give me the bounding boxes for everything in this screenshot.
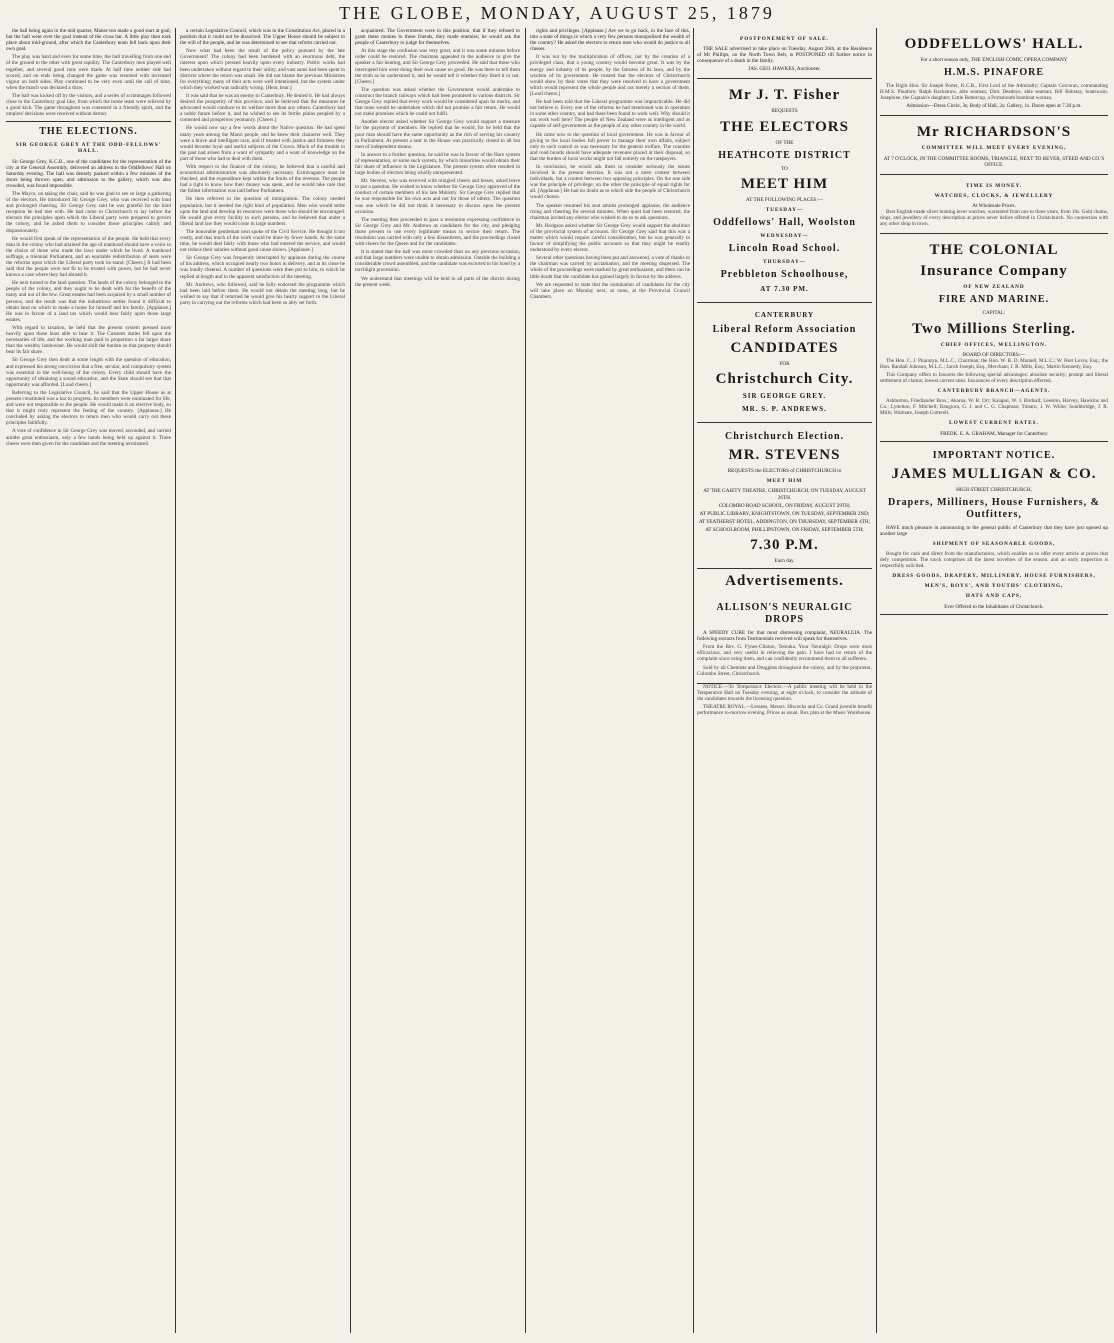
stevens-venue: AT SCHOOLROOM, PHILLIPSTOWN, ON FRIDAY, SEPTEMBER 5TH; [705,526,864,533]
article-body: Mr. Hodgson asked whether Sir George Grey would support the abolition of the provincial system of accounts. Sir George Grey said that this was a matter which would require careful consideration, but he was generally in favour of simplifying the public accounts so that they might be readily understood by every elector. [530,222,690,254]
mulligan-advertisement [880,442,1108,615]
meeting-day: WEDNESDAY— [760,232,809,239]
column-rule [175,28,176,1333]
article-body: He had been told that the Liberal programme was impracticable. He did not believe it. Every one of the reforms he had mentioned was in operation in some other country, and had there been found to work well. Why should it not work well here? The people of New Zealand were as intelligent and as capable of self-government as the people of any other country in the world. [530,99,690,130]
article-body: He next turned to the land question. The lands of the colony belonged to the people of the colony, and they ought to be dealt with for the benefit of the many and not of the few. Great estates had been acquired by a small number of persons, and the result was that the industrious settler found it difficult to obtain land on which to make a home for himself and his family. [Applause.] He was in favour of a land tax which would bear fairly upon those large estates. [6,280,171,323]
pinafore-prices: Admission—Dress Circle, 3s; Body of Hall, 2s; Gallery, 1s. Doors open at 7.30 p.m. [906,103,1082,110]
article-body: He then referred to the question of immigration. The colony needed population, but it needed the right kind of population. Men who would settle upon the land and develop its resources were those who should be encouraged. He would give every facility to such persons, and he believed that under a liberal land law they would come in large numbers. [180,196,345,227]
article-body: With respect to the finance of the colony, he believed that a careful and economical administration was absolutely necessary. Extravagance must be checked, and the expenditure kept within the limits of the revenue. The people had a right to know how their money was spent, and he would take care that the fullest information was laid before Parliament. [180,163,345,195]
insurance-text: This Company offers to Insurers the following special advantages: absolute security; prompt and liberal settlement of claims; lowest current rates. Insurances of every description effected. [880,371,1108,384]
article-body: acquainted. The Government were in this position, that if they refused to grant these monies to these friends, they made enemies; he would ask the people of Canterbury to judge for themselves. [355,28,520,47]
mulligan-body: Bought for cash and direct from the manufacturers, which enables us to offer every article at prices that defy competition. The stock comprises all the latest novelties of the season, and an early inspection is respectfully solicited. [880,551,1108,570]
district-name: HEATHCOTE DISTRICT [718,149,851,161]
notice-heading: POSTPONEMENT OF SALE. [740,36,829,42]
section-heading-elections: THE ELECTIONS. [39,126,138,138]
candidate-name: Mr J. T. Fisher [728,87,841,104]
article-body: Mr. Andrews, who followed, said he fully endorsed the programme which had been laid before them. He would not detain the meeting long, but he wished to say that if returned he would give his hearty support to the Liberal party in carrying out the reforms which had been so ably set forth. [180,281,345,306]
branch-agents-heading: CANTERBURY BRANCH—AGENTS. [937,388,1051,395]
article-body: In answer to a further question, he said he was in favour of the Hare system of representation, or some such system, by which minorities would obtain their fair share of influence in the Legislature. The present system often resulted in large bodies of electors being wholly unrepresented. [355,151,520,177]
oddfellows-advertisement [880,28,1108,116]
article-body: He came now to the question of local government. He was in favour of giving to the local bodies full power to manage their own affairs, subject only to such control as was necessary for the general welfare. The counties and road boards should have adequate revenues placed at their disposal, so that the burden of local works might not fall entirely on the ratepayers. [530,131,690,162]
stevens-venue: COLOMBO ROAD SCHOOL, ON FRIDAY, AUGUST 29TH; [718,502,851,509]
testimonial-text: Sold by all Chemists and Druggists throughout the colony, and by the proprietor, Colombo Street, Christchurch. [697,664,872,677]
important-notice-heading: IMPORTANT NOTICE. [932,449,1056,461]
article-body: Several other questions having been put and answered, a vote of thanks to the chairman was carried by acclamation, and the meeting dispersed. The whole of the proceedings were marked by great enthusiasm, and there can be little doubt that the candidate has gained largely in favour by the address. [530,255,690,280]
stevens-meet: MEET HIM [766,478,803,485]
wholesale-label: At Wholesale Prices. [972,202,1016,209]
article-subheading: SIR GEORGE GREY AT THE ODD-FELLOWS' HALL. [15,142,162,155]
article-body: The speaker resumed his seat amidst prolonged applause, the audience rising and cheering for several minutes. When quiet had been restored, the chairman invited any elector who wished to do so to ask questions. [530,202,690,221]
for-label: FOR [779,361,790,368]
column-4 [530,28,690,1333]
article-body: He would now say a few words about the Native question. He had spent many years among the Maori people, and he knew their character well. They were a brave and intelligent race, and if treated with justice and firmness they would become loyal and useful subjects of the Crown. Much of the trouble in the past had arisen from a want of sympathy and a want of knowledge on the part of those who had to deal with them. [180,125,345,162]
of-nz-label: OF NEW ZEALAND [963,284,1025,291]
article-body: Sir George Grey was frequently interrupted by applause during the course of his address, which occupied nearly two hours in delivery, and at its close he was loudly cheered. A number of questions were then put to him, to which he replied at length and to the apparent satisfaction of the meeting. [180,255,345,280]
lowest-rates-label: LOWEST CURRENT RATES. [949,420,1039,427]
goods-heading: DRESS GOODS, DRAPERY, MILLINERY, HOUSE FURNISHERS, [892,573,1096,580]
board-label: BOARD OF DIRECTORS:— [962,351,1026,358]
mulligan-heading: JAMES MULLIGAN & CO. [891,465,1097,482]
drapers-heading: Drapers, Milliners, House Furnishers, & Outfitters, [887,496,1101,520]
oddfellows-heading: ODDFELLOWS' HALL. [904,36,1084,52]
election-article-lead: Sir George Grey, K.C.B., one of the candidates for the representation of the city at the General Assembly, delivered an address in the Oddfellows' Hall on Saturday evening. The hall was densely packed within a few minutes of the doors being thrown open, and admission to the gallery, which was also crowded, was found impossible. [6,158,171,189]
watches-text: Best English-made silver hunting lever watches, warranted from one to three years, from 10s. Gold chains, rings, and jewellery of every description at prices never before offered in Christchurch. No connection with any other shop in town. [880,209,1108,228]
column-rule [525,28,526,1333]
article-body: At this stage the confusion was very great, and it was some minutes before order could be restored. The chairman appealed to the audience to give the speaker a fair hearing, and Sir George Grey proceeded. He said that those who interrupted him were doing their own cause no good. He was there to tell them the truth as he understood it, and he would tell it whether they liked it or not. [Cheers.] [355,48,520,85]
football-report: the ball being again in the mid quarter, Manor-ton made a good start at goal, but the ball went over the goal instead of the cross bar. A little play then took place about mid-ground, after which the Canterbury team fell back upon their own goal. [6,28,171,53]
article-body: Another elector asked whether Sir George Grey would support a measure for the payment of members. He replied that he would, for he held that the poor man should have the same opportunity as the rich of serving his country in Parliament. At present a seat in the House was practically closed to all but men of independent means. [355,119,520,150]
column-rule [693,28,694,1333]
column-1 [6,28,171,1333]
of-the-label: OF THE [775,139,794,146]
offered-label: Ever Offered to the Inhabitants of Christchurch. [944,603,1044,610]
article-body: The Mayor, on taking the chair, said he was glad to see so large a gathering of the electors. He introduced Sir George Grey, who was received with loud and prolonged cheering. Sir George Grey said he was grateful for the kind reception he had met with. He had come to Christchurch to lay before the electors the principles upon which the Liberal party were prepared to govern the colony, and he asked them to consider those principles calmly and dispassionately. [6,190,171,234]
postponement-notice [697,28,872,79]
richardson-heading: Mr RICHARDSON'S [916,124,1072,141]
allison-heading: ALLISON'S NEURALGIC DROPS [716,602,853,626]
committee-sub: AT 7 O'CLOCK, IN THE COMMITTEE ROOMS, TRIANGLE, NEXT TO BEYER, STEED AND CO.'S OFFICE. [883,155,1105,168]
meeting-time: AT 7.30 PM. [760,285,809,294]
following-label: AT THE FOLLOWING PLACES:— [746,196,823,203]
stevens-venue: AT THE GAIETY THEATRE, CHRISTCHURCH, ON TUESDAY, AUGUST 26TH. [703,488,866,501]
association-city: CANTERBURY [754,311,815,320]
article-body: The meeting then proceeded to pass a resolution expressing confidence in Sir George Grey and Mr. Andrews as candidates for the city, and pledging those present to use every legitimate means to secure their return. The resolution was carried with only a few dissentients, and the proceedings closed with cheers for the Queen and for the candidates. [355,216,520,248]
divider [6,121,171,122]
stevens-advertisement [697,423,872,569]
election-heading: Christchurch Election. [724,431,845,443]
meet-him-heading: MEET HIM [740,175,829,192]
candidates-heading: CANDIDATES [730,340,839,357]
chief-offices-label: CHIEF OFFICES, WELLINGTON. [940,341,1048,348]
article-body: We are requested to state that the nomination of candidates for the city will take place on Monday next, at noon, at the Provincial Council Chambers. [530,281,690,300]
article-body: He would first speak of the representation of the people. He held that every man in the colony who had attained the age of manhood should have a voice in the choice of those who made the laws under which he lived. A manhood suffrage, a triennial Parliament, and an equitable redistribution of seats were the reforms upon which the Liberal party took its stand. [Cheers.] It had been said that the people were not fit to be trusted with power, but he had never known a case where they had abused it. [6,235,171,279]
article-body: THEATRE ROYAL.—Lessees, Messrs. Hiscocks and Co. Grand juvenile benefit performance to-morrow evening. Prices as usual. Box plan at the Music Warehouse. [697,704,872,717]
meeting-day: TUESDAY— [765,206,804,213]
article-body: Referring to the Legislative Council, he said that the Upper House as at present constituted was a bar to progress. Its members were nominated for life, and were not responsible to the people. He would make it an elective body, so that it might truly represent the feeling of the country. [Applause.] He concluded by asking the electors to return men who would carry out these principles faithfully. [6,389,171,427]
article-body: The honorable gentleman next spoke of the Civil Service. He thought it too costly, and that much of the work could be done by fewer hands. At the same time, he would deal fairly with those who had entered the service, and would not reduce their salaries without good cause shown. [Applause.] [180,228,345,254]
electors-heading: THE ELECTORS [720,118,849,135]
to-label: TO [781,165,788,172]
column-6 [880,28,1108,1333]
article-body: We understand that meetings will be held in all parts of the district during the present week. [355,275,520,288]
article-body: The ball was kicked off by the visitors, and a series of scrimmages followed close to the Canterbury goal line, from which the home team were relieved by a good kick. The game throughout was contested in a friendly spirit, and the umpires' decisions were received without demur. [6,92,171,118]
mulligan-address: HIGH STREET CHRISTCHURCH, [956,486,1032,493]
watches-advertisement [880,175,1108,235]
meeting-day: THURSDAY— [763,259,806,266]
stevens-time: 7.30 P.M. [750,536,819,553]
fisher-advertisement [697,79,872,303]
article-body: a certain Legislative Council, which was in the Constitution Act, placed in a position that it could not be dissolved. The Upper House should be subject to the will of the people, and he was determined to see that reform carried out. [180,28,345,47]
each-day-label: Each day. [774,557,795,564]
article-body: It is stated that the hall was more crowded than on any previous occasion, and that large numbers were unable to obtain admission. Outside the building a considerable crowd assembled, and the candidate was escorted to his hotel by a torchlight procession. [355,249,520,274]
meeting-place: Oddfellows' Hall, Woolston [713,216,856,228]
article-body: The question was asked whether the Government would undertake to construct the branch railways which had been promised to various districts. Sir George Grey replied that every work would be considered upon its merits, and that none would be undertaken which did not promise a fair return. He would not make promises which he could not fulfil. [355,86,520,118]
two-million-heading: Two Millions Sterling. [912,320,1076,337]
pinafore-heading: H.M.S. PINAFORE [944,67,1044,79]
column-rule [350,28,351,1333]
insurance-heading: Insurance Company [920,263,1068,280]
oddfellows-sub: For a short season only, THE ENGLISH COMIC OPERA COMPANY [920,57,1068,63]
agents-list: Ashburton, Friedlander Bros.; Akaroa, W. R. Orr; Kaiapoi, W. J. Birdsall; Leeston, Harvey, Hawkins and Co.; Lyttelton, F. Mitchell; Rangiora, G. J. and C. G. Chapman; Timaru, J. W. White; Southbridge, J. R. Mills; Waimate, Joseph Cotterell. [880,398,1108,417]
richardson-advertisement [880,116,1108,174]
article-body: With regard to taxation, he held that the present system pressed most heavily upon those least able to bear it. The Customs duties fell upon the necessaries of life, and the working man paid in proportion a far larger share than the wealthy landowner. He would shift the burden so that property should bear its fair share. [6,324,171,356]
meeting-place: Prebbleton Schoolhouse, [720,269,849,281]
stevens-venue: AT FEATHERST HOTEL, ADDINGTON, ON THURSDAY, SEPTEMBER 4TH; [698,518,871,525]
column-rule [876,28,877,1333]
article-body: The play was hard and even for some time, the ball travelling from one end of the ground to the other with great rapidity. The Canterbury men played well together, and several good runs were made. At half time neither side had scored, and on ends being changed the game was resumed with increased vigour on both sides. Play continued to be very even until the call of time, when the match was declared a draw. [6,54,171,91]
article-body: A vote of confidence in Sir George Grey was moved, seconded, and carried amidst great enthusiasm, only a few hands being held up against it. Three cheers were then given for the candidate and the meeting terminated. [6,428,171,447]
article-body: Mr. Stevens, who was received with mingled cheers and hisses, asked leave to put a question. He wished to know whether Sir George Grey approved of the conduct of certain members of his late Ministry. Sir George Grey replied that he was responsible for his own acts and not for those of others. The question was one which he did not think it necessary to discuss upon the present occasion. [355,178,520,215]
meeting-place: Lincoln Road School. [728,243,841,255]
stevens-venue: AT PUBLIC LIBRARY, KNIGHTSTOWN, ON TUESDAY, SEPTEMBER 2ND; [699,510,870,517]
stevens-request: REQUESTS the ELECTORS of CHRISTCHURCH to [727,468,842,475]
requests-label: REQUESTS [771,108,798,115]
testimonial-text: From the Rev. G. Fynes-Clinton, Temuka. Your Neuralgic Drops were most efficacious, and very useful in relieving the pain. I have had no return of the complaint since using them, and can confidently recommend them to all sufferers. [697,644,872,663]
notice-signer: JAS. GEO. HAWKES, Auctioneer. [748,66,821,73]
board-list: The Hon. C. J. Pharazyn, M.L.C., Chairman; the Hon. W. B. D. Mantell, M.L.C.; W. Hort Levin, Esq.; the Hon. Randall Johnson, M.L.C.; Jacob Joseph, Esq., Merchant; J. R. Mills, Esq.; Martin Kennedy, Esq. [880,357,1108,370]
colonial-insurance-advertisement [880,234,1108,441]
hats-heading: HATS AND CAPS, [965,593,1023,600]
advertisements-heading: Advertisements. [725,573,844,590]
column-3 [355,28,520,1333]
allison-text: A SPEEDY CURE for that most distressing complaint, NEURALGIA. The following extracts from Testimonials received will speak for themselves. [697,630,872,643]
manager-label: FREDK. E. A. GRAHAM, Manager for Canterbury [940,430,1048,437]
article-body: In conclusion, he would ask them to consider seriously the issues involved in the present election. It was not a mere contest between individuals, but a contest between two opposing principles. On the one side was the principle of privilege; on the other the principle of equal rights for all. [Applause.] He had no doubt as to which side the people of Christchurch would choose. [530,163,690,201]
colonial-heading: THE COLONIAL [929,242,1059,259]
city-heading: Christchurch City. [715,371,854,388]
capital-label: CAPITAL: [982,310,1006,317]
notice-text: THE SALE advertised to take place on Tuesday, August 26th, at the Residence of Mr Phillips, on the North Town Belt, is POSTPONED till further notice in consequence of a death in the family. [697,46,872,65]
newspaper-masthead: THE GLOBE, MONDAY, AUGUST 25, 1879 [339,3,775,23]
candidate-grey: SIR GEORGE GREY. [742,392,827,401]
column-2 [180,28,345,1333]
stevens-name: MR. STEVENS [728,447,841,464]
committee-heading: COMMITTEE WILL MEET EVERY EVENING, [921,145,1067,152]
column-5 [697,28,872,1333]
watches-heading: WATCHES, CLOCKS, & JEWELLERY [934,192,1054,199]
cast-list: The Right Hon. Sir Joseph Porter, K.C.B., First Lord of the Admiralty; Captain Corcoran, commanding H.M.S. Pinafore; Ralph Rackstraw, able seaman; Dick Deadeye, able seaman; Bill Bobstay, boatswain; Josephine, the Captain's daughter; Little Buttercup, a Portsmouth bumboat woman. [880,83,1108,102]
candidate-andrews: MR. S. P. ANDREWS. [742,405,827,414]
association-name: Liberal Reform Association [712,324,857,336]
shipment-heading: SHIPMENT OF SEASONABLE GOODS, [932,540,1056,547]
article-body: Sir George Grey then dealt at some length with the question of education, and expressed his strong conviction that a free, secular, and compulsory system was essential to the well-being of the colony. Every child should have the opportunity of obtaining a sound education, and the State should see that that opportunity was afforded. [Loud cheers.] [6,357,171,388]
allison-advertisement [697,594,872,684]
article-body: NOTICE.—To Temperance Electors.—A public meeting will be held in the Temperance Hall on Tuesday evening, at eight o'clock, to consider the attitude of the candidates towards the licensing question. [697,683,872,702]
fire-marine-heading: FIRE AND MARINE. [938,294,1050,306]
article-body: rights and privileges. [Applause.] Are we to go back, in the face of this, into a state of things in which a very few persons monopolised the wealth of the country? He asked the electors to return men who would do justice to all classes. [530,28,690,53]
mulligan-text: HAVE much pleasure in announcing to the general public of Canterbury that they have just opened up another large [880,524,1108,537]
article-body: It was not by the multiplication of offices, nor by the creation of a privileged class, that a young country would become great. It was by the energy and industry of its people, by the fairness of its laws, and by the wisdom of its government. He trusted that the electors of Christchurch would show by their votes that they were resolved to have a government which would represent the whole people and not merely a section of them. [Loud cheers.] [530,54,690,97]
time-money-heading: TIME IS MONEY. [965,182,1023,189]
clothing-heading: MEN'S, BOYS', AND YOUTHS' CLOTHING, [924,583,1064,590]
article-body: Now what had been the result of the policy pursued by the late Government? The colony had been burdened with an enormous debt, the interest upon which pressed heavily upon every industry. Public works had been undertaken without regard to their utility, and vast sums had been spent in districts where the return was small. He did not blame the previous Ministries for everything; many of their acts were well intentioned, but the system under which they worked was radically wrong. [Hear, hear.] [180,48,345,91]
article-body: It was said that he was an enemy to Canterbury. He denied it. He had always desired the prosperity of this province, and he believed that the measures he advocated would conduce to its welfare more than any others. Canterbury had a noble future before it, and he wished to see its fertile plains peopled by a contented and prosperous yeomanry. [Cheers.] [180,92,345,124]
liberal-association-advertisement [697,303,872,423]
